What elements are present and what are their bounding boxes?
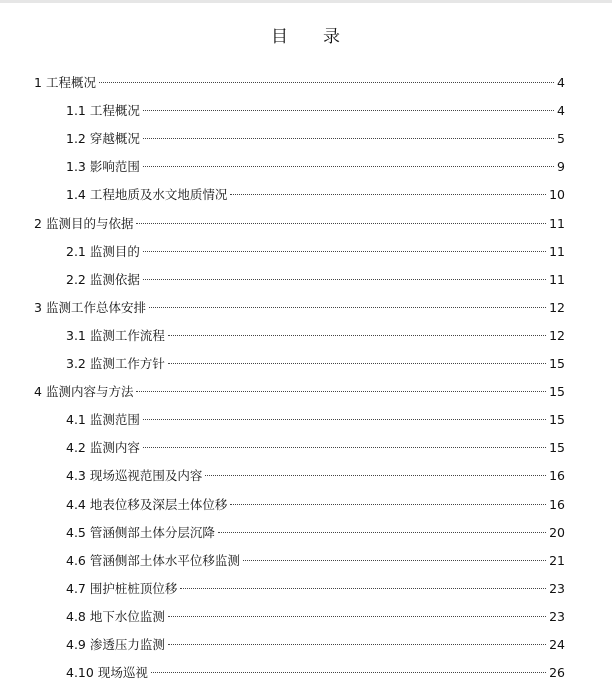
title-char-2: 录 <box>323 27 341 47</box>
toc-entry-label: 管涵侧部土体分层沉降 <box>89 524 215 540</box>
toc-entry-page: 15 <box>549 440 565 456</box>
toc-entry[interactable] <box>66 551 565 571</box>
toc-entry-label: 穿越概况 <box>89 131 140 147</box>
toc-dot-leader <box>168 616 546 617</box>
top-border <box>0 0 612 3</box>
toc-entry-label: 工程概况 <box>89 103 140 119</box>
toc-dot-leader <box>143 138 554 139</box>
toc-entry[interactable] <box>34 382 565 402</box>
toc-entry-number: 2.2 <box>66 271 86 287</box>
toc-dot-leader <box>151 672 546 673</box>
toc-entry-label: 监测目的与依据 <box>45 215 134 231</box>
toc-dot-leader <box>168 644 546 645</box>
toc-entry-number: 2.1 <box>66 243 86 259</box>
toc-entry-page: 4 <box>557 75 565 90</box>
toc-entry-label: 监测工作方针 <box>89 356 165 371</box>
toc-dot-leader <box>230 504 546 505</box>
toc-entry-page: 16 <box>549 468 565 484</box>
toc-entry-number: 4 <box>34 384 42 400</box>
toc-entry-page: 10 <box>549 187 565 203</box>
toc-entry[interactable] <box>66 242 565 262</box>
toc-entry[interactable] <box>66 185 565 205</box>
toc-dot-leader <box>243 560 546 561</box>
toc-entry-label: 监测工作总体安排 <box>45 299 146 315</box>
toc-entry-number: 4.7 <box>66 580 86 596</box>
toc-entry-label: 监测工作流程 <box>89 327 165 343</box>
toc-entry[interactable] <box>66 523 565 543</box>
toc-entry-number: 2 <box>34 215 42 231</box>
toc-entry[interactable] <box>66 579 565 599</box>
toc-entry-page: 15 <box>549 384 565 400</box>
toc-entry-number: 4.1 <box>66 412 86 428</box>
toc-dot-leader <box>143 251 546 252</box>
toc-dot-leader <box>143 166 554 167</box>
toc-entry[interactable] <box>66 663 565 683</box>
toc-dot-leader <box>218 532 546 533</box>
toc-dot-leader <box>180 588 546 589</box>
toc-entry-label: 监测内容与方法 <box>45 384 134 400</box>
toc-entry-page: 20 <box>549 524 565 540</box>
toc-entry-number: 4.5 <box>66 524 86 540</box>
toc-entry-number: 4.4 <box>66 496 86 512</box>
toc-entry-label: 监测依据 <box>89 271 140 287</box>
toc-entry-number: 4.3 <box>66 468 86 484</box>
title-char-1: 目 <box>271 27 289 47</box>
toc-entry-page: 9 <box>557 159 565 175</box>
toc-entry-page: 23 <box>549 580 565 596</box>
toc-entry-number: 3 <box>34 299 42 315</box>
toc-entry-label: 监测内容 <box>89 440 140 456</box>
toc-entry-label: 监测范围 <box>89 412 140 428</box>
toc-entry-number: 3.2 <box>66 356 86 371</box>
toc-entry[interactable] <box>66 326 565 346</box>
toc-entry-label: 工程地质及水文地质情况 <box>89 187 228 203</box>
toc-entry-number: 1.2 <box>66 131 86 147</box>
toc-entry[interactable] <box>66 354 565 374</box>
toc-dot-leader <box>205 475 546 476</box>
toc-dot-leader <box>168 363 546 364</box>
page-title <box>0 22 612 47</box>
toc-entry[interactable] <box>66 607 565 627</box>
toc-dot-leader <box>143 279 546 280</box>
toc-entry-page: 11 <box>549 271 565 287</box>
toc-dot-leader <box>143 110 554 111</box>
toc-dot-leader <box>230 194 546 195</box>
toc-entry-page: 12 <box>549 327 565 343</box>
toc-entry-number: 4.2 <box>66 440 86 456</box>
toc-entry[interactable] <box>66 157 565 177</box>
toc-entry-label: 地下水位监测 <box>89 608 165 624</box>
toc-entry-number: 4.9 <box>66 637 86 652</box>
toc-entry-label: 监测目的 <box>89 243 140 259</box>
toc-entry-page: 15 <box>549 356 565 371</box>
toc-entry-number: 1.1 <box>66 103 86 119</box>
toc-entry-page: 15 <box>549 412 565 428</box>
toc-entry-label: 围护桩桩顶位移 <box>89 580 178 596</box>
toc-entry[interactable] <box>66 495 565 515</box>
toc-dot-leader <box>149 307 546 308</box>
toc-entry[interactable] <box>66 410 565 430</box>
toc-entry-number: 4.8 <box>66 608 86 624</box>
toc-entry-page: 11 <box>549 215 565 231</box>
toc-entry-number: 1.3 <box>66 159 86 175</box>
toc-entry[interactable] <box>34 298 565 318</box>
toc-entry-page: 23 <box>549 608 565 624</box>
toc-entry-page: 24 <box>549 637 565 652</box>
toc-entry[interactable] <box>66 635 565 655</box>
toc-entry-page: 4 <box>557 103 565 119</box>
toc-dot-leader <box>143 447 546 448</box>
toc-entry-label: 地表位移及深层土体位移 <box>89 496 228 512</box>
toc-entry[interactable] <box>66 270 565 290</box>
toc-entry-page: 12 <box>549 299 565 315</box>
toc-entry-label: 现场巡视 <box>97 665 148 681</box>
toc-entry-number: 4.10 <box>66 665 94 681</box>
toc-entry-label: 管涵侧部土体水平位移监测 <box>89 552 240 568</box>
toc-entry[interactable] <box>66 466 565 486</box>
toc-entry-label: 现场巡视范围及内容 <box>89 468 203 484</box>
toc-entry-page: 26 <box>549 665 565 681</box>
toc-dot-leader <box>136 391 546 392</box>
toc-entry[interactable] <box>34 214 565 234</box>
toc-entry-label: 工程概况 <box>45 75 96 90</box>
toc-entry-page: 16 <box>549 496 565 512</box>
toc-dot-leader <box>136 223 546 224</box>
toc-entry-number: 3.1 <box>66 327 86 343</box>
toc-dot-leader <box>143 419 546 420</box>
toc-entry-number: 1.4 <box>66 187 86 203</box>
toc-entry[interactable] <box>66 438 565 458</box>
toc-entry[interactable] <box>66 129 565 149</box>
toc-entry-number: 4.6 <box>66 552 86 568</box>
toc-dot-leader <box>99 82 554 83</box>
toc-entry-number: 1 <box>34 75 42 90</box>
toc-entry-page: 11 <box>549 243 565 259</box>
toc-entry-label: 影响范围 <box>89 159 140 175</box>
toc-entry[interactable] <box>34 73 565 93</box>
toc-entry-page: 5 <box>557 131 565 147</box>
toc-entry-label: 渗透压力监测 <box>89 637 165 652</box>
toc-entry[interactable] <box>66 101 565 121</box>
toc-dot-leader <box>168 335 546 336</box>
toc-entry-page: 21 <box>549 552 565 568</box>
